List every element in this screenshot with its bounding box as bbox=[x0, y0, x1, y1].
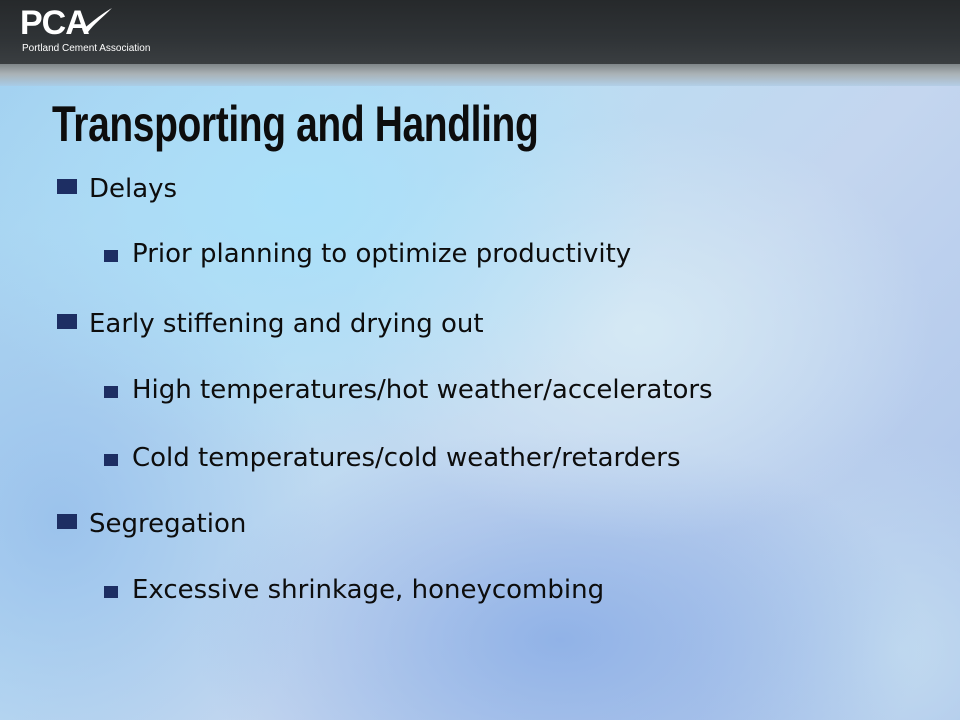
sub-bullet-text: Excessive shrinkage, honeycombing bbox=[132, 575, 605, 605]
logo-subtitle: Portland Cement Association bbox=[22, 43, 151, 54]
bullet-square-icon bbox=[57, 179, 77, 194]
sub-bullet-square-icon bbox=[104, 586, 118, 598]
bullet-square-icon bbox=[57, 514, 77, 529]
bullet-text: Early stiffening and drying out bbox=[89, 309, 484, 339]
sub-bullet-text: High temperatures/hot weather/accelerators bbox=[132, 375, 713, 405]
sub-bullet-text: Prior planning to optimize productivity bbox=[132, 239, 632, 269]
bullet-square-icon bbox=[57, 314, 77, 329]
bullet-text: Segregation bbox=[89, 509, 247, 539]
sub-bullet-square-icon bbox=[104, 386, 118, 398]
bullet-text: Delays bbox=[89, 174, 178, 204]
sub-bullet-text: Cold temperatures/cold weather/retarders bbox=[132, 443, 681, 473]
logo-mark: PCA bbox=[20, 4, 89, 42]
sub-bullet-square-icon bbox=[104, 454, 118, 466]
slide-title: Transporting and Handling bbox=[52, 96, 539, 152]
sub-bullet-square-icon bbox=[104, 250, 118, 262]
